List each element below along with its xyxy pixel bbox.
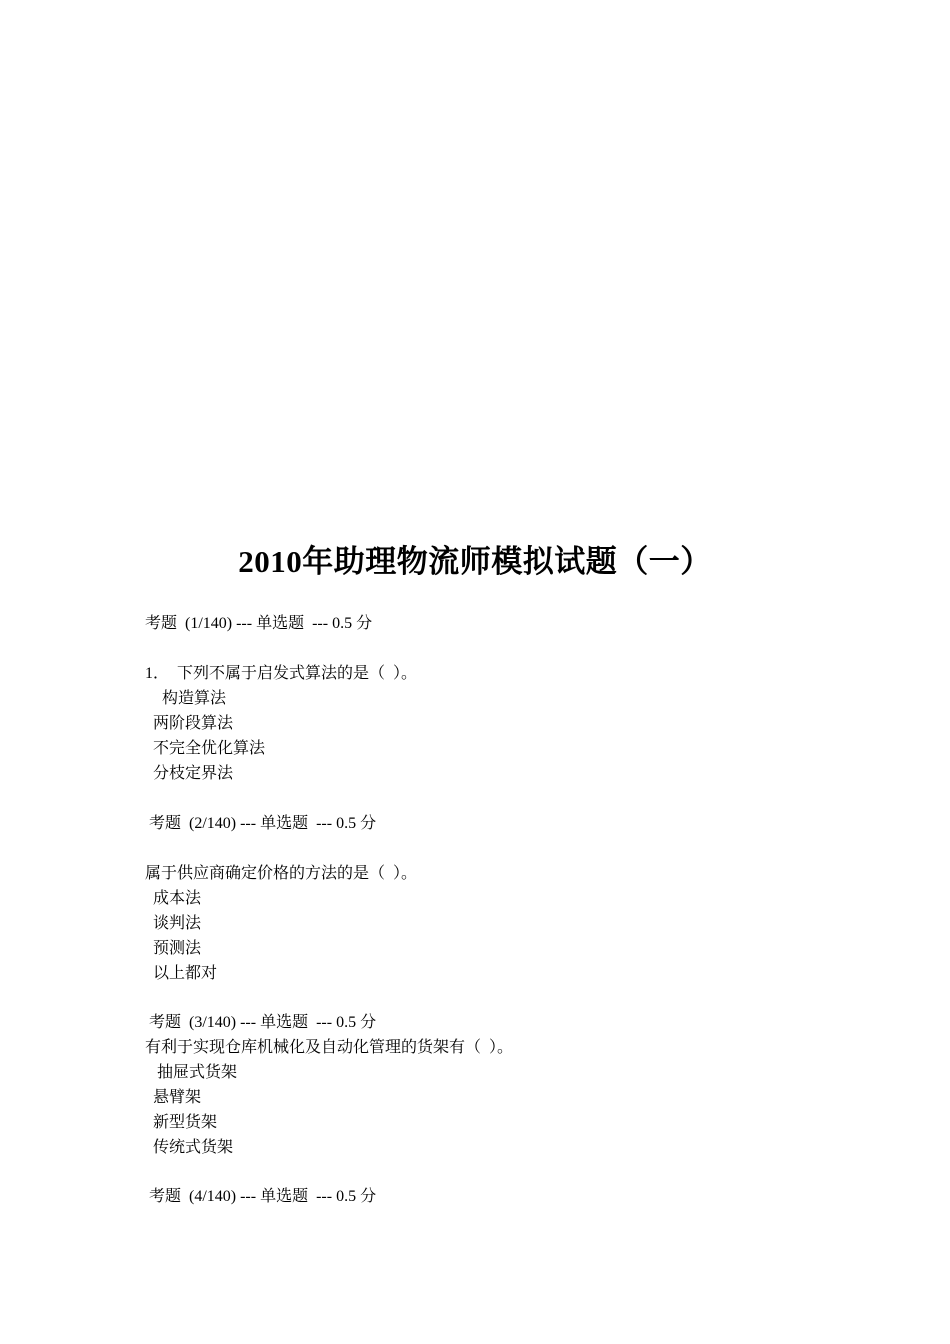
question-1-option-3: 不完全优化算法 [153, 740, 266, 757]
question-2-option-4: 以上都对 [153, 965, 218, 982]
question-1-option-4: 分枝定界法 [153, 765, 234, 782]
question-3-header: 考题 (3/140) --- 单选题 --- 0.5 分 [149, 1014, 377, 1031]
question-1-option-1: 构造算法 [162, 690, 227, 707]
question-4-header: 考题 (4/140) --- 单选题 --- 0.5 分 [149, 1188, 377, 1205]
question-2-option-2: 谈判法 [153, 915, 202, 932]
question-3-option-4: 传统式货架 [153, 1139, 234, 1156]
question-3-option-3: 新型货架 [153, 1114, 218, 1131]
question-1-stem: 1． 下列不属于启发式算法的是（ ）。 [145, 665, 418, 682]
question-1-header: 考题 (1/140) --- 单选题 --- 0.5 分 [145, 615, 373, 632]
question-3-stem: 有利于实现仓库机械化及自动化管理的货架有（ ）。 [145, 1039, 514, 1056]
question-2-stem: 属于供应商确定价格的方法的是（ ）。 [145, 865, 418, 882]
question-1-option-2: 两阶段算法 [153, 715, 234, 732]
question-2-option-1: 成本法 [153, 890, 202, 907]
question-3-option-2: 悬臂架 [153, 1089, 202, 1106]
question-2-header: 考题 (2/140) --- 单选题 --- 0.5 分 [149, 815, 377, 832]
document-title: 2010年助理物流师模拟试题（一） [238, 544, 712, 579]
question-2-option-3: 预测法 [153, 940, 202, 957]
question-3-option-1: 抽屉式货架 [157, 1064, 238, 1081]
